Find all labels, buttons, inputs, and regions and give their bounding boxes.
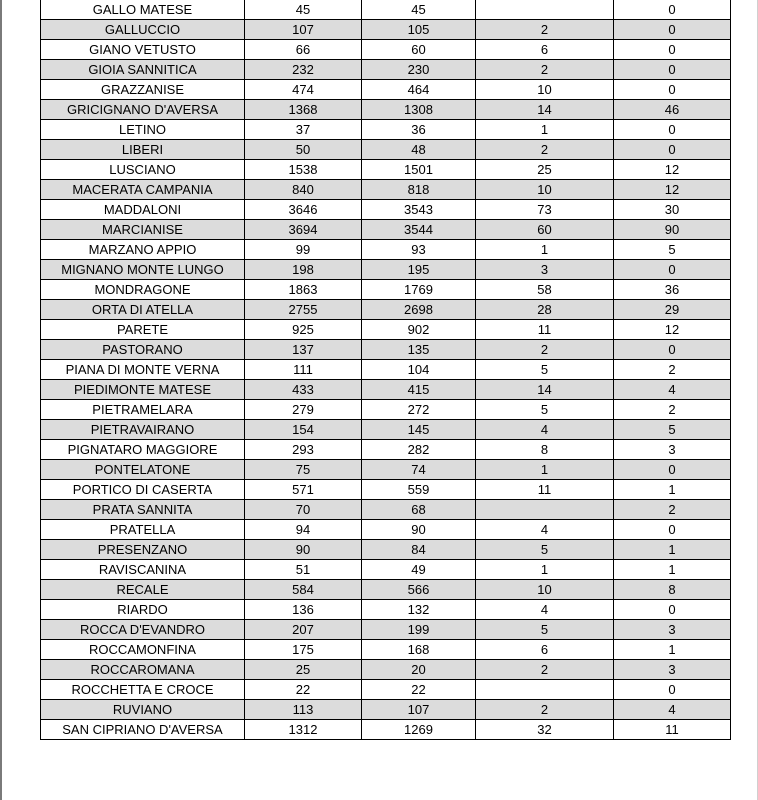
table-row bbox=[41, 140, 731, 160]
value-col-3-cell: 14 bbox=[476, 100, 614, 120]
value-col-4-cell: 0 bbox=[614, 520, 731, 540]
value-col-3-cell: 3 bbox=[476, 260, 614, 280]
table-row bbox=[41, 440, 731, 460]
value-col-3-cell: 4 bbox=[476, 420, 614, 440]
value-col-2-cell: 135 bbox=[362, 340, 476, 360]
value-col-1-cell: 232 bbox=[245, 60, 362, 80]
value-col-4-cell: 12 bbox=[614, 180, 731, 200]
table-row bbox=[41, 160, 731, 180]
value-col-1-cell: 136 bbox=[245, 600, 362, 620]
value-col-4-cell: 90 bbox=[614, 220, 731, 240]
value-col-2-cell: 818 bbox=[362, 180, 476, 200]
municipality-name-cell: PIETRAMELARA bbox=[41, 400, 245, 420]
municipality-name-cell: MIGNANO MONTE LUNGO bbox=[41, 260, 245, 280]
table-row bbox=[41, 120, 731, 140]
value-col-1-cell: 2755 bbox=[245, 300, 362, 320]
value-col-3-cell: 1 bbox=[476, 240, 614, 260]
value-col-1-cell: 925 bbox=[245, 320, 362, 340]
value-col-4-cell: 2 bbox=[614, 400, 731, 420]
value-col-1-cell: 433 bbox=[245, 380, 362, 400]
value-col-3-cell bbox=[476, 500, 614, 520]
table-row bbox=[41, 0, 731, 20]
table-row bbox=[41, 360, 731, 380]
value-col-2-cell: 1501 bbox=[362, 160, 476, 180]
value-col-4-cell: 0 bbox=[614, 80, 731, 100]
value-col-2-cell: 36 bbox=[362, 120, 476, 140]
municipality-name-cell: PONTELATONE bbox=[41, 460, 245, 480]
municipality-name-cell: PARETE bbox=[41, 320, 245, 340]
value-col-1-cell: 474 bbox=[245, 80, 362, 100]
table-row bbox=[41, 680, 731, 700]
value-col-3-cell: 11 bbox=[476, 320, 614, 340]
value-col-1-cell: 111 bbox=[245, 360, 362, 380]
value-col-3-cell: 4 bbox=[476, 600, 614, 620]
table-row bbox=[41, 580, 731, 600]
municipality-name-cell: MADDALONI bbox=[41, 200, 245, 220]
table-row bbox=[41, 660, 731, 680]
table-row bbox=[41, 340, 731, 360]
municipality-name-cell: LUSCIANO bbox=[41, 160, 245, 180]
table-row bbox=[41, 280, 731, 300]
value-col-2-cell: 3544 bbox=[362, 220, 476, 240]
value-col-4-cell: 3 bbox=[614, 440, 731, 460]
value-col-3-cell: 2 bbox=[476, 700, 614, 720]
value-col-3-cell: 32 bbox=[476, 720, 614, 740]
value-col-4-cell: 29 bbox=[614, 300, 731, 320]
municipality-name-cell: PIETRAVAIRANO bbox=[41, 420, 245, 440]
value-col-1-cell: 51 bbox=[245, 560, 362, 580]
municipality-data-table bbox=[40, 0, 731, 740]
value-col-2-cell: 168 bbox=[362, 640, 476, 660]
value-col-2-cell: 48 bbox=[362, 140, 476, 160]
value-col-4-cell: 0 bbox=[614, 140, 731, 160]
value-col-2-cell: 90 bbox=[362, 520, 476, 540]
value-col-2-cell: 107 bbox=[362, 700, 476, 720]
table-row bbox=[41, 720, 731, 740]
value-col-1-cell: 154 bbox=[245, 420, 362, 440]
value-col-4-cell: 11 bbox=[614, 720, 731, 740]
value-col-1-cell: 66 bbox=[245, 40, 362, 60]
table-row bbox=[41, 500, 731, 520]
municipality-name-cell: PRATA SANNITA bbox=[41, 500, 245, 520]
value-col-1-cell: 25 bbox=[245, 660, 362, 680]
table-row bbox=[41, 380, 731, 400]
value-col-4-cell: 46 bbox=[614, 100, 731, 120]
value-col-2-cell: 104 bbox=[362, 360, 476, 380]
value-col-2-cell: 230 bbox=[362, 60, 476, 80]
table-row bbox=[41, 620, 731, 640]
municipality-name-cell: PRESENZANO bbox=[41, 540, 245, 560]
value-col-1-cell: 90 bbox=[245, 540, 362, 560]
table-row bbox=[41, 420, 731, 440]
value-col-2-cell: 74 bbox=[362, 460, 476, 480]
value-col-3-cell: 2 bbox=[476, 60, 614, 80]
value-col-1-cell: 293 bbox=[245, 440, 362, 460]
value-col-3-cell: 60 bbox=[476, 220, 614, 240]
table-row bbox=[41, 220, 731, 240]
value-col-4-cell: 5 bbox=[614, 420, 731, 440]
value-col-3-cell: 1 bbox=[476, 460, 614, 480]
table-row bbox=[41, 20, 731, 40]
table-row bbox=[41, 320, 731, 340]
value-col-4-cell: 12 bbox=[614, 160, 731, 180]
value-col-2-cell: 282 bbox=[362, 440, 476, 460]
value-col-3-cell: 6 bbox=[476, 640, 614, 660]
table-row bbox=[41, 400, 731, 420]
table-row bbox=[41, 180, 731, 200]
municipality-name-cell: RIARDO bbox=[41, 600, 245, 620]
municipality-name-cell: ROCCAMONFINA bbox=[41, 640, 245, 660]
value-col-2-cell: 902 bbox=[362, 320, 476, 340]
value-col-2-cell: 1769 bbox=[362, 280, 476, 300]
value-col-4-cell: 30 bbox=[614, 200, 731, 220]
value-col-1-cell: 175 bbox=[245, 640, 362, 660]
value-col-1-cell: 1538 bbox=[245, 160, 362, 180]
value-col-2-cell: 566 bbox=[362, 580, 476, 600]
municipality-name-cell: MARCIANISE bbox=[41, 220, 245, 240]
value-col-1-cell: 1368 bbox=[245, 100, 362, 120]
municipality-name-cell: RAVISCANINA bbox=[41, 560, 245, 580]
value-col-3-cell: 28 bbox=[476, 300, 614, 320]
value-col-3-cell: 6 bbox=[476, 40, 614, 60]
value-col-4-cell: 4 bbox=[614, 700, 731, 720]
value-col-2-cell: 45 bbox=[362, 0, 476, 20]
table-row bbox=[41, 480, 731, 500]
value-col-1-cell: 70 bbox=[245, 500, 362, 520]
table-row bbox=[41, 60, 731, 80]
value-col-2-cell: 132 bbox=[362, 600, 476, 620]
value-col-3-cell: 5 bbox=[476, 620, 614, 640]
value-col-4-cell: 1 bbox=[614, 480, 731, 500]
value-col-3-cell: 5 bbox=[476, 400, 614, 420]
municipality-name-cell: MACERATA CAMPANIA bbox=[41, 180, 245, 200]
value-col-2-cell: 20 bbox=[362, 660, 476, 680]
municipality-name-cell: RUVIANO bbox=[41, 700, 245, 720]
value-col-4-cell: 0 bbox=[614, 600, 731, 620]
value-col-3-cell: 14 bbox=[476, 380, 614, 400]
municipality-name-cell: PIEDIMONTE MATESE bbox=[41, 380, 245, 400]
value-col-3-cell: 1 bbox=[476, 560, 614, 580]
municipality-name-cell: GALLO MATESE bbox=[41, 0, 245, 20]
value-col-4-cell: 2 bbox=[614, 500, 731, 520]
municipality-name-cell: RECALE bbox=[41, 580, 245, 600]
value-col-4-cell: 1 bbox=[614, 640, 731, 660]
value-col-1-cell: 840 bbox=[245, 180, 362, 200]
value-col-1-cell: 50 bbox=[245, 140, 362, 160]
value-col-2-cell: 84 bbox=[362, 540, 476, 560]
value-col-3-cell: 2 bbox=[476, 660, 614, 680]
value-col-4-cell: 1 bbox=[614, 560, 731, 580]
value-col-4-cell: 5 bbox=[614, 240, 731, 260]
value-col-4-cell: 1 bbox=[614, 540, 731, 560]
value-col-3-cell: 8 bbox=[476, 440, 614, 460]
municipality-name-cell: ORTA DI ATELLA bbox=[41, 300, 245, 320]
value-col-3-cell: 2 bbox=[476, 20, 614, 40]
value-col-2-cell: 559 bbox=[362, 480, 476, 500]
table-row bbox=[41, 300, 731, 320]
value-col-1-cell: 584 bbox=[245, 580, 362, 600]
municipality-name-cell: GALLUCCIO bbox=[41, 20, 245, 40]
value-col-1-cell: 1863 bbox=[245, 280, 362, 300]
value-col-4-cell: 0 bbox=[614, 0, 731, 20]
table-row bbox=[41, 460, 731, 480]
value-col-2-cell: 1308 bbox=[362, 100, 476, 120]
value-col-4-cell: 4 bbox=[614, 380, 731, 400]
table-row bbox=[41, 240, 731, 260]
value-col-1-cell: 94 bbox=[245, 520, 362, 540]
municipality-name-cell: GIOIA SANNITICA bbox=[41, 60, 245, 80]
municipality-name-cell: GRAZZANISE bbox=[41, 80, 245, 100]
page-left-edge bbox=[0, 0, 2, 800]
table-row bbox=[41, 260, 731, 280]
table-row bbox=[41, 540, 731, 560]
value-col-3-cell: 2 bbox=[476, 140, 614, 160]
value-col-1-cell: 45 bbox=[245, 0, 362, 20]
value-col-1-cell: 75 bbox=[245, 460, 362, 480]
municipality-name-cell: ROCCA D'EVANDRO bbox=[41, 620, 245, 640]
value-col-4-cell: 3 bbox=[614, 660, 731, 680]
value-col-4-cell: 0 bbox=[614, 40, 731, 60]
value-col-3-cell: 10 bbox=[476, 80, 614, 100]
value-col-1-cell: 198 bbox=[245, 260, 362, 280]
value-col-3-cell: 11 bbox=[476, 480, 614, 500]
table-row bbox=[41, 600, 731, 620]
municipality-name-cell: PORTICO DI CASERTA bbox=[41, 480, 245, 500]
value-col-2-cell: 93 bbox=[362, 240, 476, 260]
value-col-4-cell: 3 bbox=[614, 620, 731, 640]
value-col-1-cell: 1312 bbox=[245, 720, 362, 740]
value-col-3-cell: 2 bbox=[476, 340, 614, 360]
table-row bbox=[41, 80, 731, 100]
value-col-3-cell: 10 bbox=[476, 180, 614, 200]
value-col-4-cell: 0 bbox=[614, 340, 731, 360]
value-col-1-cell: 99 bbox=[245, 240, 362, 260]
value-col-2-cell: 3543 bbox=[362, 200, 476, 220]
table-body bbox=[41, 0, 731, 740]
value-col-3-cell: 5 bbox=[476, 540, 614, 560]
municipality-name-cell: MONDRAGONE bbox=[41, 280, 245, 300]
value-col-4-cell: 0 bbox=[614, 120, 731, 140]
value-col-2-cell: 22 bbox=[362, 680, 476, 700]
value-col-2-cell: 2698 bbox=[362, 300, 476, 320]
value-col-3-cell: 1 bbox=[476, 120, 614, 140]
value-col-2-cell: 68 bbox=[362, 500, 476, 520]
table-row bbox=[41, 700, 731, 720]
value-col-4-cell: 8 bbox=[614, 580, 731, 600]
value-col-2-cell: 199 bbox=[362, 620, 476, 640]
value-col-4-cell: 0 bbox=[614, 680, 731, 700]
value-col-2-cell: 415 bbox=[362, 380, 476, 400]
value-col-1-cell: 22 bbox=[245, 680, 362, 700]
value-col-4-cell: 0 bbox=[614, 60, 731, 80]
value-col-1-cell: 571 bbox=[245, 480, 362, 500]
value-col-1-cell: 279 bbox=[245, 400, 362, 420]
municipality-name-cell: ROCCAROMANA bbox=[41, 660, 245, 680]
municipality-name-cell: SAN CIPRIANO D'AVERSA bbox=[41, 720, 245, 740]
value-col-3-cell: 25 bbox=[476, 160, 614, 180]
value-col-1-cell: 207 bbox=[245, 620, 362, 640]
value-col-1-cell: 37 bbox=[245, 120, 362, 140]
value-col-2-cell: 272 bbox=[362, 400, 476, 420]
municipality-name-cell: GRICIGNANO D'AVERSA bbox=[41, 100, 245, 120]
value-col-3-cell: 10 bbox=[476, 580, 614, 600]
value-col-2-cell: 195 bbox=[362, 260, 476, 280]
value-col-4-cell: 0 bbox=[614, 460, 731, 480]
table-row bbox=[41, 200, 731, 220]
municipality-name-cell: LETINO bbox=[41, 120, 245, 140]
value-col-3-cell bbox=[476, 680, 614, 700]
value-col-1-cell: 3646 bbox=[245, 200, 362, 220]
value-col-2-cell: 464 bbox=[362, 80, 476, 100]
table-row bbox=[41, 520, 731, 540]
table-row bbox=[41, 560, 731, 580]
value-col-2-cell: 145 bbox=[362, 420, 476, 440]
value-col-1-cell: 107 bbox=[245, 20, 362, 40]
value-col-2-cell: 49 bbox=[362, 560, 476, 580]
value-col-1-cell: 137 bbox=[245, 340, 362, 360]
value-col-1-cell: 3694 bbox=[245, 220, 362, 240]
value-col-3-cell: 58 bbox=[476, 280, 614, 300]
value-col-2-cell: 1269 bbox=[362, 720, 476, 740]
municipality-name-cell: LIBERI bbox=[41, 140, 245, 160]
value-col-3-cell: 73 bbox=[476, 200, 614, 220]
municipality-name-cell: MARZANO APPIO bbox=[41, 240, 245, 260]
municipality-name-cell: PASTORANO bbox=[41, 340, 245, 360]
table-row bbox=[41, 100, 731, 120]
value-col-4-cell: 2 bbox=[614, 360, 731, 380]
value-col-4-cell: 36 bbox=[614, 280, 731, 300]
value-col-3-cell: 5 bbox=[476, 360, 614, 380]
municipality-name-cell: PIANA DI MONTE VERNA bbox=[41, 360, 245, 380]
value-col-4-cell: 12 bbox=[614, 320, 731, 340]
value-col-4-cell: 0 bbox=[614, 260, 731, 280]
value-col-1-cell: 113 bbox=[245, 700, 362, 720]
municipality-name-cell: ROCCHETTA E CROCE bbox=[41, 680, 245, 700]
value-col-2-cell: 105 bbox=[362, 20, 476, 40]
table-row bbox=[41, 40, 731, 60]
municipality-name-cell: PIGNATARO MAGGIORE bbox=[41, 440, 245, 460]
municipality-name-cell: PRATELLA bbox=[41, 520, 245, 540]
value-col-4-cell: 0 bbox=[614, 20, 731, 40]
value-col-2-cell: 60 bbox=[362, 40, 476, 60]
municipality-name-cell: GIANO VETUSTO bbox=[41, 40, 245, 60]
value-col-3-cell bbox=[476, 0, 614, 20]
value-col-3-cell: 4 bbox=[476, 520, 614, 540]
table-row bbox=[41, 640, 731, 660]
